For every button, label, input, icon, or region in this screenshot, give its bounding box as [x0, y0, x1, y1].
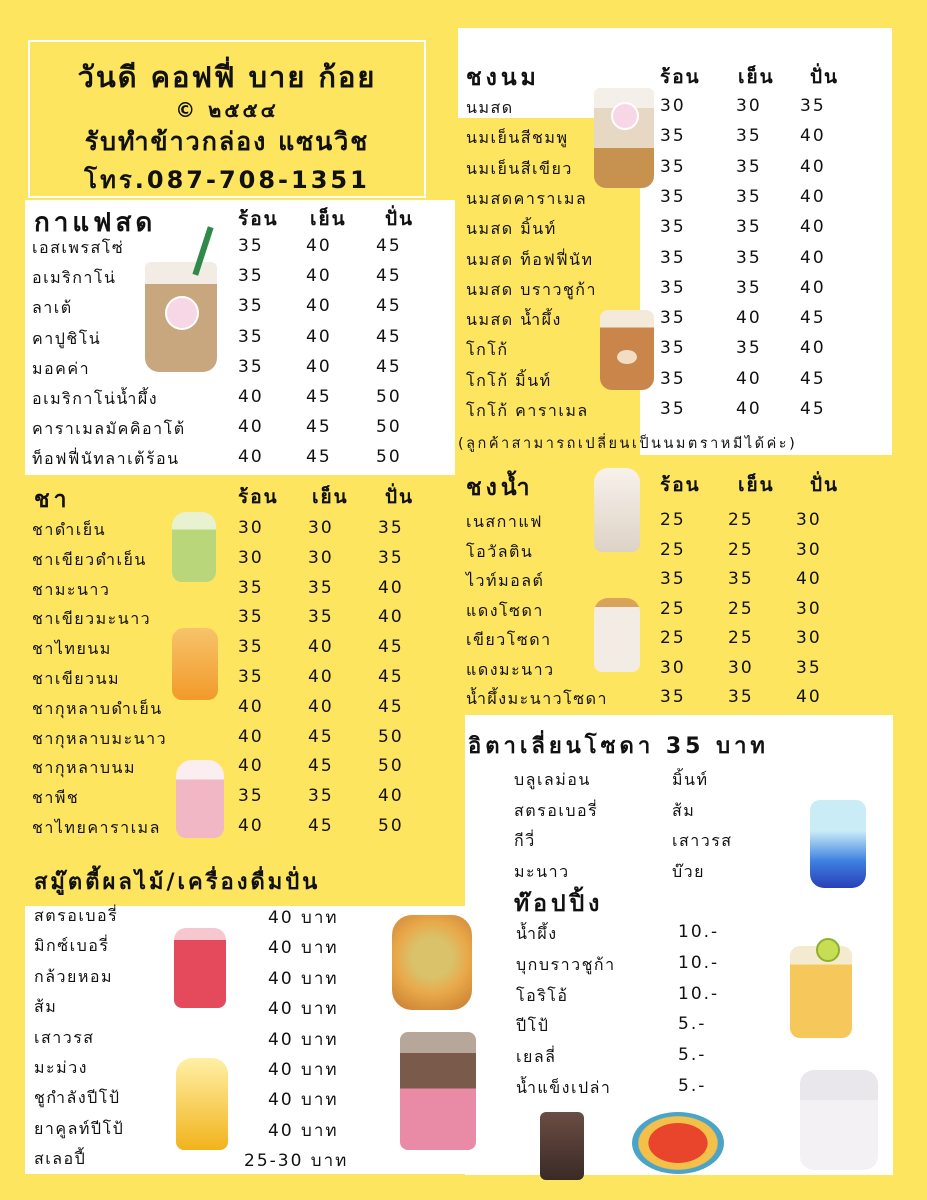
pancake-icon	[540, 1112, 584, 1180]
milk-item-name: นมสด	[466, 98, 514, 117]
coffee-price-hot: 35	[238, 296, 264, 317]
water-price-cold: 30	[728, 657, 754, 678]
blue-soda-cup-icon	[810, 800, 866, 888]
coffee-price-cold: 40	[306, 266, 332, 287]
italian-row	[514, 860, 774, 888]
smoothie-item-price: 40 บาท	[268, 1120, 339, 1141]
coffee-item-name: คาราเมลมัคคิอาโต้	[32, 419, 186, 439]
water-title: ชงน้ำ	[466, 475, 534, 501]
milk-item-name: นมสด มิ้นท์	[466, 219, 557, 239]
tea-price-cold: 30	[308, 518, 334, 538]
coffee-price-cold: 40	[306, 326, 332, 347]
tea-row	[32, 518, 462, 546]
oreo-cup-icon	[800, 1070, 878, 1170]
italian-row	[514, 799, 774, 827]
milk-price-cold: 30	[736, 96, 762, 116]
water-header-blend: ปั่น	[810, 474, 840, 496]
coffee-header-hot: ร้อน	[238, 208, 279, 230]
tea-price-hot: 35	[238, 607, 264, 628]
milk-item-name: นมสด น้ำผึ้ง	[466, 310, 562, 330]
smoothie-item-price: 40 บาท	[268, 1090, 339, 1111]
smoothie-item-name: สเลอปี้	[34, 1149, 87, 1169]
water-row	[466, 658, 896, 686]
water-item-name: แดงโซดา	[466, 600, 544, 620]
milk-row	[466, 369, 896, 397]
water-price-blend: 35	[796, 657, 822, 678]
topping-item-name: บุกบราวชูก้า	[516, 954, 616, 974]
smoothie-cup-icon	[174, 928, 226, 1008]
tea-price-blend: 50	[378, 756, 404, 777]
tea-row	[32, 727, 462, 755]
tea-item-name: ชากุหลาบมะนาว	[32, 728, 168, 748]
milk-price-cold: 40	[736, 399, 762, 419]
smoothie-row	[34, 1147, 414, 1175]
topping-item-price: 5.-	[678, 1045, 707, 1066]
coffee-row	[32, 417, 462, 445]
coffee-row	[32, 327, 462, 355]
smoothie-item-price: 40 บาท	[268, 968, 339, 989]
water-row	[466, 569, 896, 597]
milk-row	[466, 278, 896, 306]
milk-price-hot: 35	[660, 338, 686, 359]
milk-row	[466, 96, 896, 124]
tea-price-cold: 45	[308, 756, 334, 777]
coffee-row	[32, 266, 462, 294]
milk-row	[466, 187, 896, 215]
water-price-cold: 35	[728, 569, 754, 589]
tea-item-name: ชาเขียวมะนาว	[32, 609, 152, 629]
milk-price-hot: 35	[660, 217, 686, 238]
coffee-header-cold: เย็น	[310, 208, 347, 230]
milk-header-cold: เย็น	[738, 66, 775, 88]
milk-price-blend: 40	[800, 156, 826, 177]
tea-price-blend: 50	[378, 726, 404, 747]
tea-price-hot: 40	[238, 816, 264, 836]
milk-price-hot: 35	[660, 186, 686, 207]
coffee-item-name: ลาเต้	[32, 298, 73, 318]
water-price-hot: 25	[660, 598, 686, 619]
milk-row	[466, 217, 896, 245]
tea-price-hot: 35	[238, 577, 264, 598]
coffee-row	[32, 236, 462, 264]
milk-price-cold: 35	[736, 217, 762, 238]
milk-price-blend: 40	[800, 247, 826, 268]
milk-row	[466, 338, 896, 366]
tea-item-name: ชามะนาว	[32, 579, 111, 599]
italian-title: อิตาเลี่ยนโซดา 35 บาท	[468, 734, 769, 759]
coffee-row	[32, 387, 462, 415]
tea-row	[32, 816, 462, 844]
milk-item-name: โกโก้	[466, 340, 509, 360]
tea-header-blend: ปั่น	[385, 486, 415, 508]
mango-cup-icon	[176, 1058, 228, 1150]
water-price-blend: 30	[796, 598, 822, 619]
water-price-blend: 30	[796, 539, 822, 560]
coffee-price-blend: 50	[376, 417, 402, 438]
water-item-name: น้ำผึ้งมะนาวโซดา	[466, 689, 608, 708]
tea-price-cold: 45	[308, 816, 334, 836]
coffee-price-hot: 40	[238, 387, 264, 407]
milk-price-hot: 35	[660, 156, 686, 177]
water-header-hot: ร้อน	[660, 474, 701, 496]
coffee-item-name: อเมริกาโน่น้ำผึ้ง	[32, 389, 159, 408]
coffee-price-blend: 45	[376, 236, 402, 256]
topping-item-price: 5.-	[678, 1076, 707, 1096]
smoothie-item-price: 40 บาท	[268, 938, 339, 959]
bear-face	[617, 350, 637, 364]
milk-price-hot: 35	[660, 308, 686, 329]
coffee-item-name: อเมริกาโน่	[32, 268, 117, 288]
italian-flavor-left: สตรอเบอรี่	[514, 800, 599, 820]
tea-header-hot: ร้อน	[238, 486, 279, 508]
italian-flavor-left: กีวี่	[514, 831, 536, 850]
tea-price-blend: 45	[378, 667, 404, 687]
water-price-blend: 40	[796, 569, 822, 589]
water-item-name: โอวัลติน	[466, 541, 534, 561]
milk-price-blend: 45	[800, 399, 826, 419]
tea-price-hot: 40	[238, 696, 264, 717]
smoothie-item-price: 40 บาท	[268, 1029, 339, 1050]
tea-price-blend: 40	[378, 577, 404, 598]
smoothie-item-name: กล้วยหอม	[34, 966, 114, 986]
milk-price-hot: 35	[660, 247, 686, 268]
tea-price-hot: 40	[238, 756, 264, 777]
water-item-name: ไวท์มอลต์	[466, 571, 545, 590]
coffee-price-hot: 35	[238, 356, 264, 377]
tea-row	[32, 667, 462, 695]
topping-item-name: ปีโป้	[516, 1016, 550, 1036]
water-price-hot: 25	[660, 510, 686, 530]
green-tea-cup-icon	[172, 512, 216, 582]
topping-item-price: 5.-	[678, 1014, 707, 1035]
coffee-price-hot: 35	[238, 326, 264, 347]
milk-price-hot: 30	[660, 96, 686, 116]
smoothie-item-name: ชูกำลังปีโป้	[34, 1088, 121, 1108]
tea-item-name: ชาไทยนม	[32, 639, 112, 659]
tea-price-blend: 40	[378, 607, 404, 628]
tea-price-cold: 35	[308, 577, 334, 598]
pink-milk-cup-icon	[176, 760, 224, 838]
smoothie-row	[34, 1026, 414, 1054]
water-price-hot: 30	[660, 657, 686, 678]
italian-flavor-left: มะนาว	[514, 861, 570, 881]
topping-item-name: เยลลี่	[516, 1047, 557, 1067]
water-row	[466, 687, 896, 715]
water-row	[466, 510, 896, 538]
tea-price-cold: 30	[308, 547, 334, 568]
tea-row	[32, 637, 462, 665]
coffee-price-blend: 45	[376, 326, 402, 347]
tea-price-cold: 35	[308, 786, 334, 807]
shop-service: รับทำข้าวกล่อง แซนวิช	[84, 127, 370, 156]
milk-price-blend: 40	[800, 338, 826, 359]
topping-item-name: น้ำแข็งเปล่า	[516, 1078, 612, 1097]
italian-flavor-right: เสาวรส	[672, 831, 733, 850]
coffee-price-cold: 45	[306, 387, 332, 407]
topping-item-name: น้ำผึ้ง	[516, 924, 558, 943]
lime-slice-icon	[816, 938, 840, 962]
water-item-name: เนสกาแฟ	[466, 512, 543, 531]
shop-since: © ๒๕๕๔	[175, 98, 279, 122]
milk-header-blend: ปั่น	[810, 66, 840, 88]
topping-item-price: 10.-	[678, 983, 720, 1004]
milk-item-name: นมสดคาราเมล	[466, 188, 588, 208]
milk-price-hot: 35	[660, 277, 686, 298]
coffee-item-name: ท็อฟฟี่นัทลาเต้ร้อน	[32, 449, 180, 469]
coffee-price-cold: 40	[306, 296, 332, 317]
shop-name: วันดี คอฟฟี่ บาย ก้อย	[77, 60, 377, 94]
coffee-price-hot: 35	[238, 266, 264, 287]
coffee-item-name: มอคค่า	[32, 358, 91, 378]
coffee-price-cold: 40	[306, 356, 332, 377]
milk-price-cold: 40	[736, 368, 762, 389]
milk-price-blend: 45	[800, 368, 826, 389]
water-price-hot: 35	[660, 687, 686, 707]
milk-item-name: โกโก้ มิ้นท์	[466, 370, 552, 390]
water-price-cold: 25	[728, 628, 754, 648]
coffee-item-name: เอสเพรสโซ่	[32, 238, 125, 257]
smoothie-item-price: 25-30 บาท	[244, 1151, 349, 1172]
tea-price-cold: 40	[308, 696, 334, 717]
tea-price-hot: 30	[238, 547, 264, 568]
smoothie-item-name: สตรอเบอรี่	[34, 906, 119, 925]
tea-price-cold: 40	[308, 637, 334, 658]
milk-price-blend: 45	[800, 308, 826, 329]
milk-price-cold: 40	[736, 308, 762, 329]
italian-flavor-right: บ๊วย	[672, 861, 706, 881]
water-item-name: เขียวโซดา	[466, 630, 552, 649]
soda-cup-icon	[594, 468, 640, 552]
milk-price-blend: 40	[800, 217, 826, 238]
coffee-row	[32, 357, 462, 385]
water-row	[466, 540, 896, 568]
smoothie-title: สมู๊ตตี้ผลไม้/เครื่องดื่มปั่น	[34, 870, 321, 895]
tea-row	[32, 786, 462, 814]
tea-item-name: ชาไทยคาราเมล	[32, 818, 161, 837]
topping-item-name: โอริโอ้	[516, 985, 569, 1005]
tea-item-name: ชากุหลาบดำเย็น	[32, 698, 163, 718]
tea-item-name: ชาเขียวนม	[32, 669, 121, 688]
italian-row	[514, 768, 774, 796]
bear-cup-icon	[600, 310, 654, 390]
coffee-price-cold: 45	[306, 417, 332, 438]
tea-price-blend: 35	[378, 518, 404, 538]
tea-price-blend: 40	[378, 786, 404, 807]
italian-row	[514, 829, 774, 857]
topping-row	[516, 922, 756, 950]
smoothie-item-price: 40 บาท	[268, 1060, 339, 1080]
toast-icon	[392, 915, 472, 1010]
coffee-price-cold: 45	[306, 447, 332, 468]
tea-item-name: ชาดำเย็น	[32, 520, 106, 539]
shop-phone: โทร.087-708-1351	[84, 166, 370, 194]
topping-title: ท๊อปปิ้ง	[514, 891, 604, 917]
tea-title: ชา	[34, 487, 71, 513]
tea-item-name: ชาพีช	[32, 788, 80, 808]
tea-price-blend: 50	[378, 816, 404, 836]
milk-price-cold: 35	[736, 247, 762, 268]
tea-price-cold: 35	[308, 607, 334, 628]
cup-logo	[165, 296, 199, 330]
water-header-cold: เย็น	[738, 474, 775, 496]
smoothie-item-name: ยาคูลท์ปีโป้	[34, 1118, 125, 1138]
tea-price-hot: 35	[238, 637, 264, 658]
sausage-plate-icon	[632, 1112, 724, 1174]
coffee-price-hot: 35	[238, 236, 264, 256]
smoothie-item-price: 40 บาท	[268, 908, 339, 928]
coffee-title: กาแฟสด	[34, 208, 157, 238]
milk-row	[466, 399, 896, 427]
tea-price-hot: 40	[238, 726, 264, 747]
topping-row	[516, 953, 756, 981]
italian-flavor-right: มิ้นท์	[672, 770, 709, 789]
tea-item-name: ชากุหลาบนม	[32, 758, 137, 778]
smoothie-item-name: มิกซ์เบอรี่	[34, 936, 110, 956]
tea-price-cold: 45	[308, 726, 334, 747]
water-price-hot: 25	[660, 539, 686, 560]
tea-row	[32, 607, 462, 635]
milk-price-cold: 35	[736, 277, 762, 298]
milk-cup-icon	[594, 88, 654, 188]
water-price-hot: 25	[660, 628, 686, 648]
milk-price-hot: 35	[660, 399, 686, 419]
water-price-cold: 35	[728, 687, 754, 707]
tea-row	[32, 756, 462, 784]
water-item-name: แดงมะนาว	[466, 659, 555, 679]
tea-price-hot: 35	[238, 667, 264, 687]
topping-row	[516, 1014, 756, 1042]
topping-row	[516, 1045, 756, 1073]
milk-item-name: นมเย็นสีเขียว	[466, 158, 573, 178]
milk-price-blend: 35	[800, 96, 826, 116]
topping-row	[516, 984, 756, 1012]
coffee-price-blend: 45	[376, 356, 402, 377]
water-price-blend: 40	[796, 687, 822, 707]
topping-item-price: 10.-	[678, 922, 720, 942]
milk-price-blend: 40	[800, 186, 826, 207]
milk-price-cold: 35	[736, 126, 762, 147]
tea-row	[32, 548, 462, 576]
coffee-item-name: คาปูชิโน่	[32, 328, 102, 348]
smoothie-row	[34, 904, 414, 932]
thai-tea-cup-icon	[172, 628, 218, 700]
water-price-hot: 35	[660, 569, 686, 589]
milk-item-name: โกโก้ คาราเมล	[466, 401, 589, 420]
milk-row	[466, 308, 896, 336]
water-price-blend: 30	[796, 510, 822, 530]
pink-layer-cup-icon	[400, 1032, 476, 1150]
milk-item-name: นมสด บราวชูก้า	[466, 279, 597, 299]
water-row	[466, 628, 896, 656]
topping-row	[516, 1076, 756, 1104]
topping-item-price: 10.-	[678, 952, 720, 973]
italian-flavor-left: บลูเลม่อน	[514, 770, 591, 789]
water-price-cold: 25	[728, 598, 754, 619]
milk-row	[466, 126, 896, 154]
coffee-cup-icon	[145, 262, 217, 372]
white-malt-cup-icon	[594, 598, 640, 672]
smoothie-item-name: มะม่วง	[34, 1058, 88, 1077]
milk-price-blend: 40	[800, 126, 826, 147]
tea-row	[32, 697, 462, 725]
coffee-price-blend: 50	[376, 447, 402, 468]
tea-price-blend: 35	[378, 547, 404, 568]
water-price-cold: 25	[728, 539, 754, 560]
milk-item-name: นมสด ท็อฟฟี่นัท	[466, 249, 594, 269]
water-row	[466, 599, 896, 627]
water-price-blend: 30	[796, 628, 822, 648]
coffee-price-blend: 50	[376, 387, 402, 407]
smoothie-item-name: เสาวรส	[34, 1027, 95, 1047]
tea-row	[32, 578, 462, 606]
coffee-price-hot: 40	[238, 447, 264, 468]
coffee-row	[32, 296, 462, 324]
tea-price-hot: 30	[238, 518, 264, 538]
coffee-price-cold: 40	[306, 236, 332, 256]
milk-price-cold: 35	[736, 338, 762, 359]
milk-header-hot: ร้อน	[660, 66, 701, 88]
milk-price-hot: 35	[660, 126, 686, 147]
tea-header-cold: เย็น	[312, 486, 349, 508]
coffee-header-blend: ปั่น	[385, 208, 415, 230]
coffee-price-hot: 40	[238, 417, 264, 438]
coffee-row	[32, 447, 462, 475]
tea-price-cold: 40	[308, 667, 334, 687]
tea-price-blend: 45	[378, 696, 404, 717]
smoothie-item-name: ส้ม	[34, 997, 58, 1017]
coffee-price-blend: 45	[376, 296, 402, 317]
milk-item-name: นมเย็นสีชมพู	[466, 128, 569, 148]
milk-price-cold: 35	[736, 156, 762, 177]
coffee-price-blend: 45	[376, 266, 402, 287]
milk-row	[466, 248, 896, 276]
tea-price-hot: 35	[238, 786, 264, 807]
italian-flavor-right: ส้ม	[672, 800, 696, 820]
milk-price-cold: 35	[736, 186, 762, 207]
water-price-cold: 25	[728, 510, 754, 530]
milk-price-blend: 40	[800, 277, 826, 298]
tea-item-name: ชาเขียวดำเย็น	[32, 549, 147, 569]
milk-row	[466, 157, 896, 185]
shop-header	[28, 40, 426, 198]
milk-price-hot: 35	[660, 368, 686, 389]
milk-note: (ลูกค้าสามารถเปลี่ยนเป็นนมตราหมีได้ค่ะ)	[458, 436, 798, 452]
tea-price-blend: 45	[378, 637, 404, 658]
milk-title: ชงนม	[466, 65, 540, 91]
smoothie-item-price: 40 บาท	[268, 999, 339, 1020]
cup-logo	[611, 102, 639, 130]
